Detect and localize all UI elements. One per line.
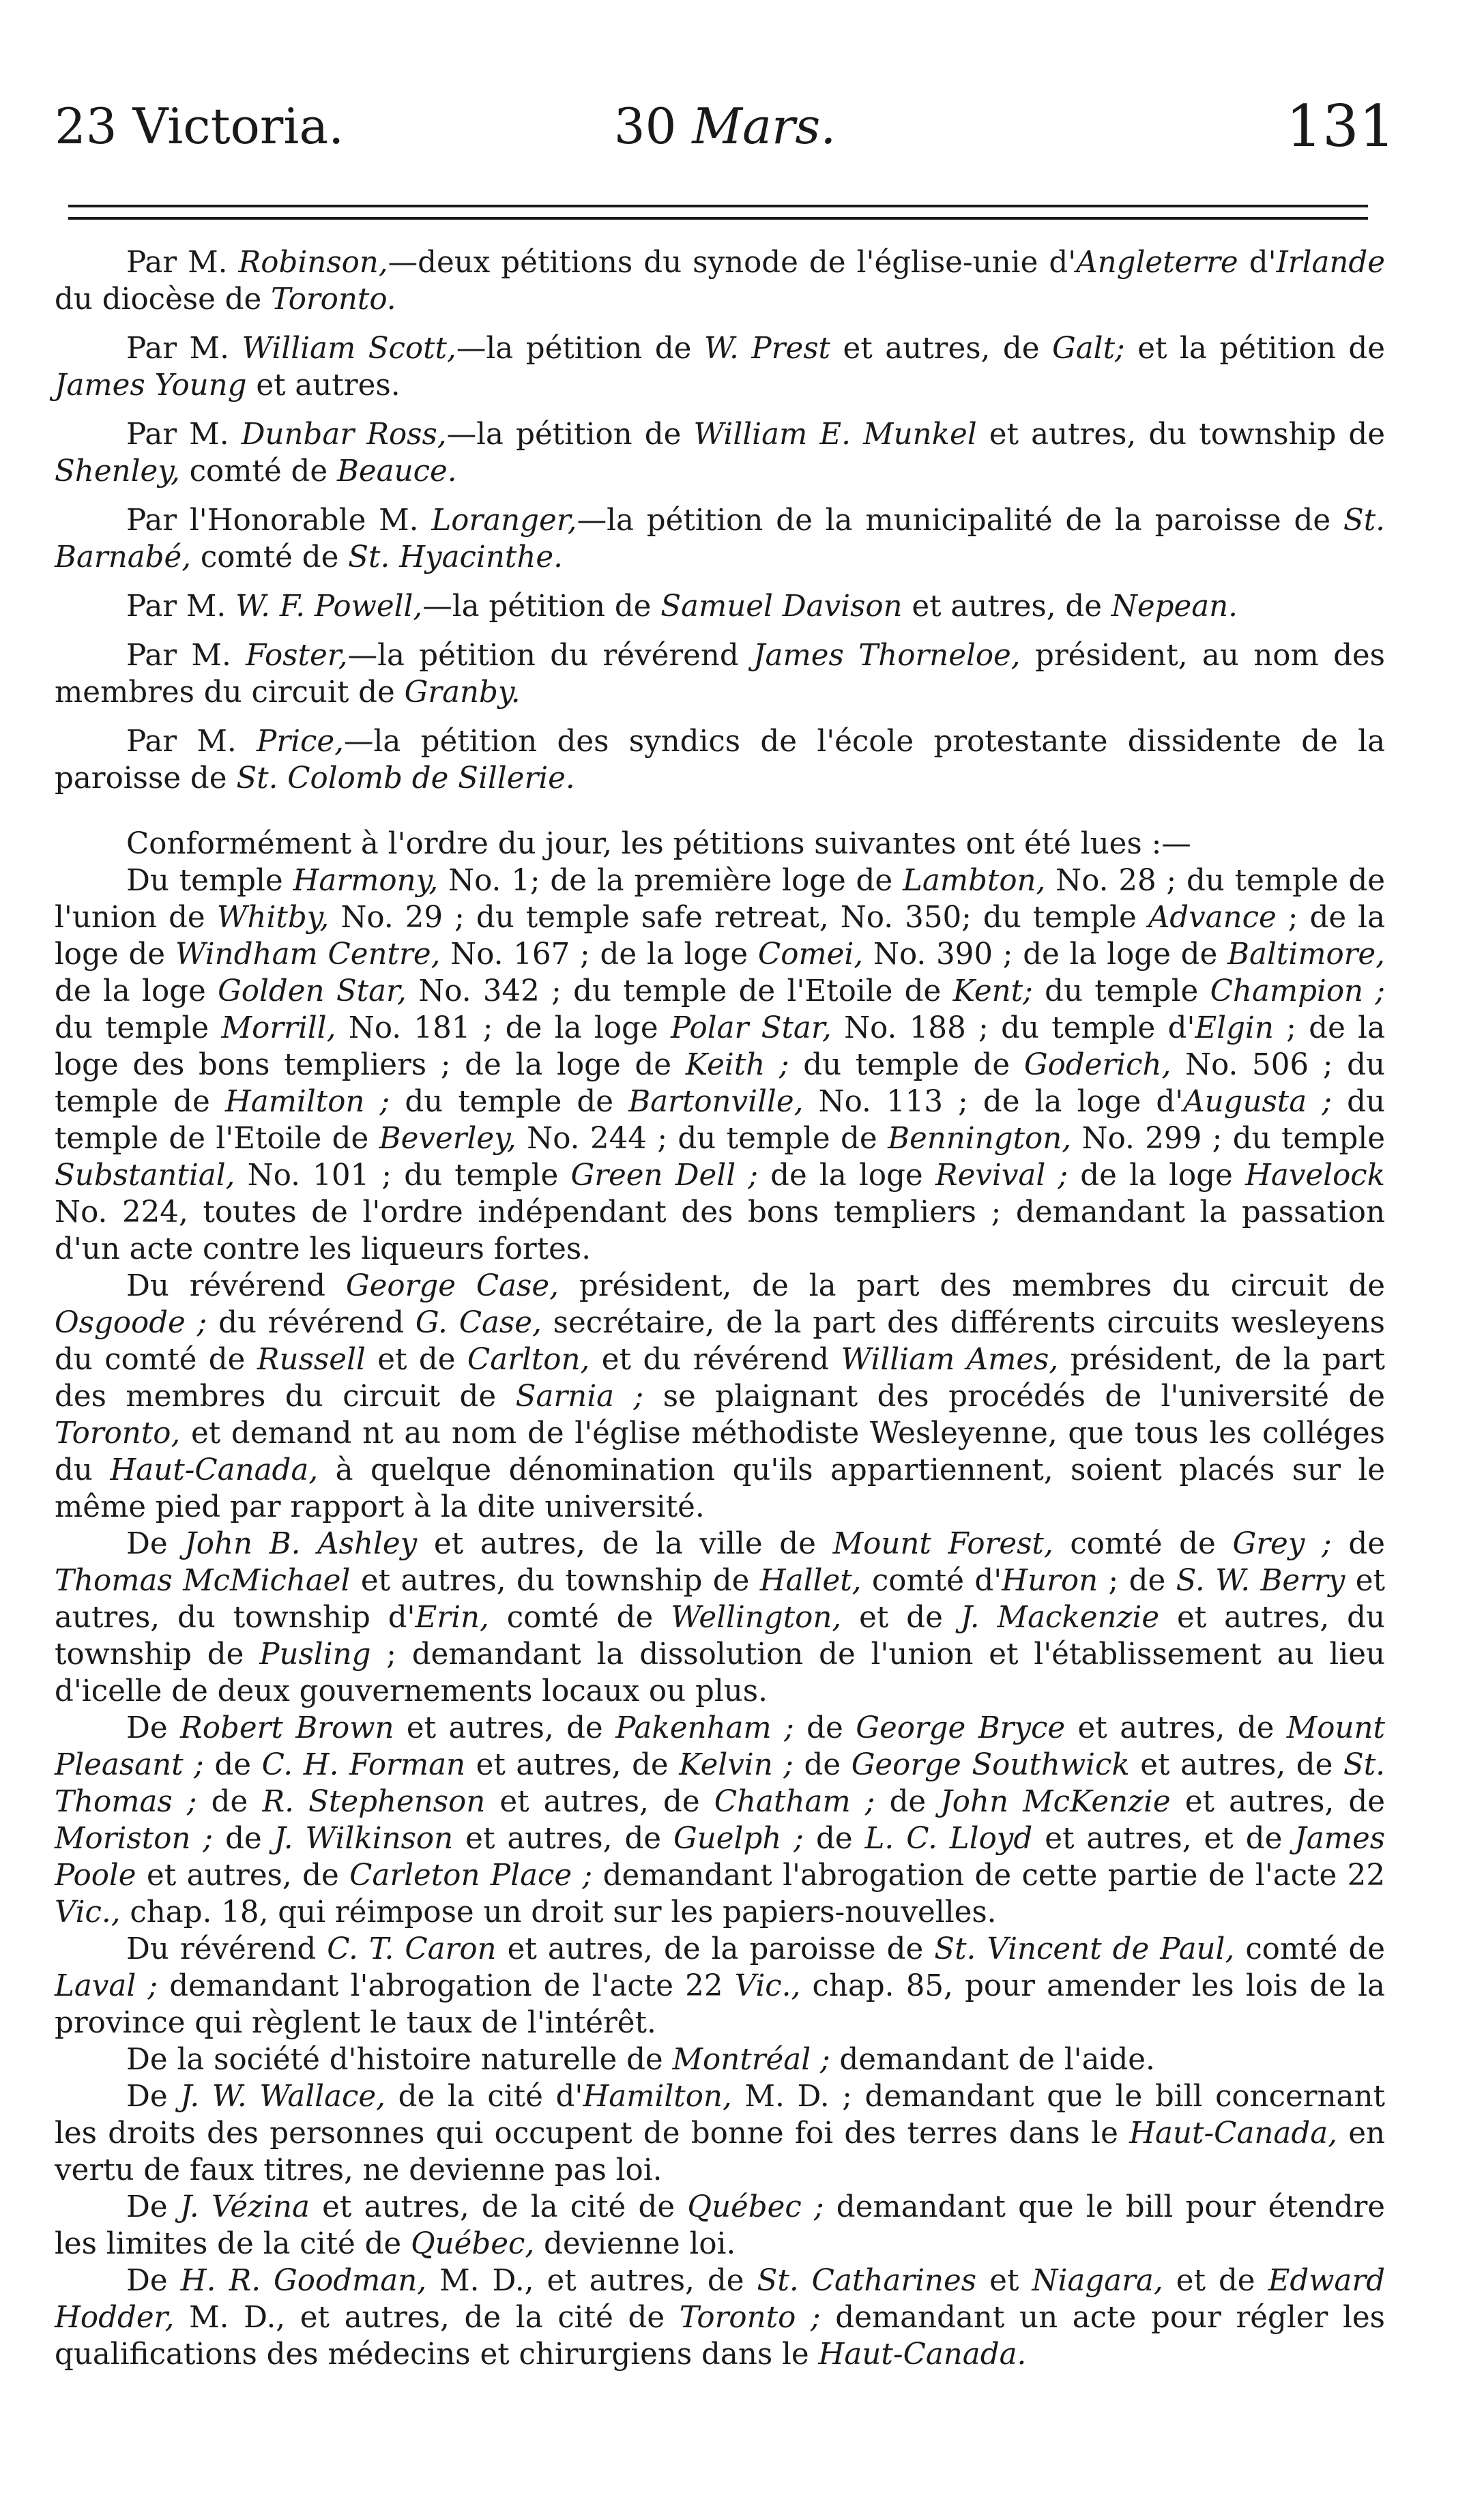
italic-name: Harmony, — [293, 864, 439, 898]
paragraph-text: et autres, du township de — [55, 1601, 1385, 1672]
italic-name: Nepean. — [1111, 589, 1238, 624]
paragraph-text: et autres, de — [1170, 1785, 1385, 1819]
presented-petition — [55, 244, 1385, 318]
read-petition — [55, 1526, 1385, 1710]
italic-name: St. Barnabé, — [55, 504, 1386, 574]
paragraph-text: —la pétition du révérend — [347, 639, 754, 673]
header-rule-bottom — [68, 217, 1368, 220]
paragraph-text: président, de la part des membres du circuit de — [55, 1343, 1385, 1414]
italic-name: Goderich, — [1023, 1048, 1172, 1082]
paragraph-text: secrétaire, de la part des différents circuits wesleyens du comté de — [55, 1306, 1385, 1377]
italic-name: John B. Ashley — [184, 1527, 418, 1561]
italic-name: Lambton, — [902, 864, 1046, 898]
paragraph-text: et autres, de — [485, 1785, 714, 1819]
read-petition — [55, 1931, 1385, 2041]
italic-name: Foster, — [246, 639, 348, 673]
paragraph-text: comté de — [1234, 1932, 1385, 1966]
header-month: Mars. — [692, 98, 836, 155]
italic-name: James Poole — [55, 1822, 1386, 1893]
paragraph-text: No. 101 ; du temple — [235, 1159, 571, 1193]
paragraph-text: Par M. — [126, 246, 239, 280]
italic-name: Mount Pleasant ; — [55, 1711, 1386, 1782]
italic-name: Edward Hodder, — [55, 2264, 1386, 2335]
read-petitions — [55, 862, 1385, 2373]
paragraph-text: M. D., et autres, de — [426, 2264, 757, 2298]
paragraph-text: et de — [365, 1343, 467, 1377]
paragraph-text: de — [875, 1785, 941, 1819]
paragraph-text: No. 390 ; de la loge de — [863, 937, 1227, 972]
italic-name: Loranger, — [431, 504, 577, 538]
paragraph-text: et autres, du township de — [976, 418, 1385, 452]
italic-name: William Scott, — [242, 332, 456, 366]
presented-petition — [55, 637, 1385, 711]
paragraph-text: et autres, de — [1065, 1711, 1287, 1745]
read-petitions-intro: Conformément à l'ordre du jour, les pétitions suivantes ont été lues :— — [126, 827, 1191, 861]
paragraph-text: et — [976, 2264, 1032, 2298]
italic-name: Morrill, — [221, 1011, 336, 1045]
paragraph-text: et autres, de — [136, 1859, 350, 1893]
paragraph-text: comté de — [1053, 1527, 1233, 1561]
paragraph-text: comté d' — [861, 1564, 1002, 1598]
italic-name: Hamilton, — [583, 2080, 732, 2114]
paragraph-text: comté de — [489, 1601, 671, 1635]
italic-name: Niagara, — [1032, 2264, 1163, 2298]
paragraph-text: et autres, de — [830, 332, 1052, 366]
paragraph-text: d' — [1238, 246, 1277, 280]
italic-name: Haut-Canada. — [818, 2338, 1027, 2372]
italic-name: Baltimore, — [1227, 937, 1385, 972]
paragraph-text: de — [197, 1785, 263, 1819]
paragraph-text: et autres. — [246, 368, 401, 403]
presented-petitions — [55, 244, 1385, 797]
paragraph-text: Par M. — [126, 639, 246, 673]
read-petition — [55, 2189, 1385, 2262]
paragraph-text: de — [803, 1822, 865, 1856]
paragraph-text: et autres, de — [453, 1822, 674, 1856]
paragraph-text: ; de la loge des bons templiers ; de la loge de — [55, 1011, 1385, 1082]
italic-name: J. Vézina — [179, 2190, 310, 2224]
italic-name: Bartonville, — [628, 1085, 804, 1119]
italic-name: George Case, — [345, 1269, 559, 1303]
paragraph-text: De — [126, 1527, 185, 1561]
italic-name: Québec ; — [687, 2190, 824, 2224]
paragraph-text: de — [793, 1748, 852, 1782]
read-petition — [55, 1710, 1385, 1931]
italic-name: Polar Star, — [670, 1011, 832, 1045]
italic-name: Osgoode ; — [55, 1306, 207, 1340]
paragraph-text: du temple de l'Etoile de — [55, 1085, 1385, 1156]
italic-name: St. Thomas ; — [55, 1748, 1386, 1819]
italic-name: G. Case, — [415, 1306, 542, 1340]
paragraph-text: à quelque dénomination qu'ils appartiennent, soient placés sur le même pied par rapport à la dite université. — [55, 1453, 1385, 1524]
italic-name: Angleterre — [1076, 246, 1238, 280]
presented-petition — [55, 330, 1385, 404]
italic-name: R. Stephenson — [262, 1785, 486, 1819]
paragraph-text: de la loge — [1068, 1159, 1245, 1193]
presented-petition — [55, 588, 1385, 625]
italic-name: W. Prest — [703, 332, 830, 366]
paragraph-text: et du révérend — [590, 1343, 841, 1377]
italic-name: Advance — [1148, 901, 1277, 935]
paragraph-text: et de — [1163, 2264, 1268, 2298]
italic-name: Comei, — [757, 937, 864, 972]
paragraph-text: No. 181 ; de la loge — [336, 1011, 671, 1045]
paragraph-text: No. 1; de la première loge de — [438, 864, 903, 898]
paragraph-text: du révérend — [207, 1306, 416, 1340]
paragraph-text: et autres, de — [1129, 1748, 1343, 1782]
paragraph-text: Par M. — [126, 332, 242, 366]
italic-name: Pakenham ; — [615, 1711, 794, 1745]
italic-name: Revival ; — [935, 1159, 1068, 1193]
header-day: 30 — [613, 98, 677, 155]
paragraph-text: président, de la part des membres du circuit de — [558, 1269, 1385, 1303]
paragraph-text: Par l'Honorable M. — [126, 504, 432, 538]
paragraph-text: de — [213, 1822, 274, 1856]
paragraph-text: No. 167 ; de la loge — [440, 937, 758, 972]
italic-name: Kent; — [952, 974, 1033, 1008]
paragraph-text: De — [126, 2190, 180, 2224]
italic-name: Bennington, — [888, 1122, 1072, 1156]
italic-name: Grey ; — [1232, 1527, 1332, 1561]
paragraph-text: M. D., et autres, de la cité de — [174, 2301, 680, 2335]
italic-name: Huron — [1002, 1564, 1099, 1598]
paragraph-text: et autres, du township d' — [55, 1564, 1385, 1635]
paragraph-text: De — [126, 2264, 181, 2298]
italic-name: Mount Forest, — [832, 1527, 1053, 1561]
paragraph-text: de — [1331, 1527, 1386, 1561]
italic-name: Substantial, — [55, 1159, 235, 1193]
italic-name: Havelock — [1245, 1159, 1385, 1193]
italic-name: Thomas McMichael — [55, 1564, 351, 1598]
paragraph-text: —la pétition de — [446, 418, 694, 452]
paragraph-text: du temple — [1032, 974, 1210, 1008]
italic-name: Chatham ; — [714, 1785, 875, 1819]
italic-name: Guelph ; — [673, 1822, 804, 1856]
paragraph-text: Par M. — [126, 418, 242, 452]
italic-name: Samuel Davison — [660, 589, 903, 624]
paragraph-text: Par M. — [126, 589, 236, 624]
read-petition — [55, 1268, 1385, 1526]
italic-name: Dunbar Ross, — [241, 418, 447, 452]
read-petition — [55, 862, 1385, 1268]
italic-name: W. F. Powell, — [235, 589, 423, 624]
italic-name: Hamilton ; — [224, 1085, 390, 1119]
paragraph-text: comté de — [191, 540, 349, 574]
italic-name: Hallet, — [759, 1564, 862, 1598]
paragraph-text: No. 342 ; du temple de l'Etoile de — [406, 974, 953, 1008]
paragraph-text: de la loge — [55, 974, 218, 1008]
header-date — [55, 89, 1395, 164]
paragraph-text: et autres, du township de — [350, 1564, 760, 1598]
italic-name: Robert Brown — [180, 1711, 394, 1745]
italic-name: William E. Munkel — [693, 418, 977, 452]
paragraph-text: demandant l'abrogation de cette partie de l'acte 22 — [592, 1859, 1385, 1893]
italic-name: Shenley, — [55, 454, 180, 489]
italic-name: Québec, — [411, 2227, 535, 2261]
paragraph-text: se plaignant des procédés de l'université de — [643, 1380, 1385, 1414]
paragraph-text: No. 28 ; du temple de l'union de — [55, 864, 1385, 935]
italic-name: Vic., — [55, 1895, 121, 1930]
paragraph-text: demandant un acte pour régler les qualifications des médecins et chirurgiens dans le — [55, 2301, 1385, 2372]
italic-name: H. R. Goodman, — [180, 2264, 427, 2298]
italic-name: Whitby, — [216, 901, 330, 935]
paragraph-text: de la cité d' — [385, 2080, 583, 2114]
italic-name: Vic., — [734, 1969, 801, 2003]
paragraph-text: président, au nom des membres du circuit de — [55, 639, 1385, 710]
paragraph-text: ; de — [1098, 1564, 1176, 1598]
paragraph-text: du diocèse de — [55, 282, 272, 317]
italic-name: George Bryce — [856, 1711, 1066, 1745]
paragraph-text: —deux pétitions du synode de l'église-unie d' — [388, 246, 1077, 280]
running-header — [55, 89, 1395, 164]
paragraph-text: Du révérend — [126, 1932, 328, 1966]
italic-name: Haut-Canada, — [110, 1453, 319, 1487]
italic-name: Montréal ; — [672, 2043, 830, 2077]
paragraph-text: No. 188 ; du temple d' — [831, 1011, 1195, 1045]
italic-name: Keith ; — [685, 1048, 789, 1082]
italic-name: Carleton Place ; — [349, 1859, 593, 1893]
paragraph-text: en vertu de faux titres, ne devienne pas loi. — [55, 2116, 1385, 2187]
paragraph-text: De la société d'histoire naturelle de — [126, 2043, 673, 2077]
header-rule-top — [68, 205, 1368, 207]
journal-body — [55, 244, 1385, 2373]
paragraph-text: du temple — [55, 1011, 222, 1045]
italic-name: Robinson, — [238, 246, 388, 280]
italic-name: Toronto, — [55, 1416, 181, 1451]
paragraph-text: De — [126, 1711, 181, 1745]
paragraph-text: demandant de l'aide. — [830, 2043, 1155, 2077]
italic-name: Granby. — [404, 675, 521, 710]
paragraph-text: No. 224, toutes de l'ordre indépendant des bons templiers ; demandant la passation d'un acte contre les liqueurs fortes. — [55, 1195, 1385, 1266]
paragraph-text: et de — [841, 1601, 961, 1635]
italic-name: Toronto ; — [679, 2301, 821, 2335]
italic-name: Kelvin ; — [679, 1748, 794, 1782]
presented-petition — [55, 416, 1385, 490]
italic-name: S. W. Berry — [1176, 1564, 1345, 1598]
italic-name: J. W. Wallace, — [180, 2080, 385, 2114]
italic-name: Toronto. — [271, 282, 396, 317]
italic-name: James Young — [55, 368, 247, 403]
paragraph-text: devienne loi. — [534, 2227, 736, 2261]
italic-name: Haut-Canada, — [1129, 2116, 1337, 2151]
italic-name: J. Wilkinson — [274, 1822, 454, 1856]
italic-name: Price, — [257, 725, 344, 759]
paragraph-text: du temple de — [789, 1048, 1024, 1082]
paragraph-text: et autres, de la cité de — [309, 2190, 688, 2224]
paragraph-text: demandant que le bill pour étendre les limites de la cité de — [55, 2190, 1385, 2261]
presented-petition — [55, 723, 1385, 797]
read-petition — [55, 2041, 1385, 2078]
italic-name: John McKenzie — [940, 1785, 1171, 1819]
italic-name: St. Colomb de Sillerie. — [236, 761, 575, 796]
italic-name: St. Vincent de Paul, — [934, 1932, 1235, 1966]
paragraph-text: du temple de — [390, 1085, 629, 1119]
italic-name: Pusling — [259, 1637, 371, 1672]
italic-name: Beauce. — [336, 454, 457, 489]
italic-name: Sarnia ; — [515, 1380, 644, 1414]
paragraph-text: chap. 18, qui réimpose un droit sur les papiers-nouvelles. — [120, 1895, 997, 1930]
italic-name: St. Hyacinthe. — [348, 540, 563, 574]
read-petition — [55, 2262, 1385, 2373]
italic-name: C. H. Forman — [261, 1748, 466, 1782]
italic-name: Erin, — [415, 1601, 489, 1635]
italic-name: James Thorneloe, — [753, 639, 1021, 673]
paragraph-text: M. D. ; demandant que le bill concernant les droits des personnes qui occupent de bonne foi des terres dans le — [55, 2080, 1385, 2151]
paragraph-text: No. 113 ; de la loge d' — [803, 1085, 1184, 1119]
paragraph-text: comté de — [179, 454, 337, 489]
paragraph-text: demandant l'abrogation de l'acte 22 — [158, 1969, 735, 2003]
italic-name: George Southwick — [851, 1748, 1130, 1782]
paragraph-text: ; de la loge de — [55, 901, 1385, 972]
paragraph-text: chap. 85, pour amender les lois de la province qui règlent le taux de l'intérêt. — [55, 1969, 1385, 2040]
italic-name: Champion ; — [1210, 974, 1386, 1008]
paragraph-text: —la pétition de — [456, 332, 704, 366]
paragraph-text: et autres, de — [394, 1711, 616, 1745]
italic-name: Irlande — [1276, 246, 1385, 280]
paragraph-text: ; demandant la dissolution de l'union et l'établissement au lieu d'icelle de deux gouvernements locaux ou plus. — [55, 1637, 1385, 1708]
italic-name: Beverley, — [379, 1122, 517, 1156]
paragraph-text: et autres, et de — [1032, 1822, 1295, 1856]
italic-name: Moriston ; — [55, 1822, 214, 1856]
italic-name: Carlton, — [467, 1343, 590, 1377]
paragraph-text: de la loge — [757, 1159, 935, 1193]
italic-name: Windham Centre, — [175, 937, 441, 972]
italic-name: L. C. Lloyd — [864, 1822, 1033, 1856]
paragraph-text: et autres, de la paroisse de — [496, 1932, 935, 1966]
italic-name: C. T. Caron — [327, 1932, 497, 1966]
italic-name: Wellington, — [671, 1601, 842, 1635]
italic-name: Russell — [257, 1343, 366, 1377]
paragraph-text: —la pétition des syndics de l'école protestante dissidente de la paroisse de — [55, 725, 1385, 796]
italic-name: Galt; — [1051, 332, 1125, 366]
read-petition — [55, 2078, 1385, 2189]
italic-name: Golden Star, — [218, 974, 407, 1008]
paragraph-text: et autres, de — [902, 589, 1111, 624]
paragraph-text: —la pétition de la municipalité de la paroisse de — [577, 504, 1343, 538]
italic-name: Green Dell ; — [570, 1159, 758, 1193]
italic-name: William Ames, — [841, 1343, 1059, 1377]
paragraph-text: De — [126, 2080, 181, 2114]
italic-name: Laval ; — [55, 1969, 158, 2003]
header-session: 23 Victoria. — [55, 98, 345, 155]
presented-petition — [55, 502, 1385, 576]
paragraph-text: No. 299 ; du temple — [1071, 1122, 1385, 1156]
paragraph-text: No. 244 ; du temple de — [516, 1122, 888, 1156]
paragraph-text: No. 29 ; du temple safe retreat, No. 350; du temple — [329, 901, 1148, 935]
paragraph-text: et autres, de — [465, 1748, 680, 1782]
paragraph-text: de — [203, 1748, 262, 1782]
paragraph-text: et autres, de la ville de — [417, 1527, 833, 1561]
italic-name: J. Mackenzie — [960, 1601, 1160, 1635]
paragraph-text: Du révérend — [126, 1269, 346, 1303]
paragraph-text: et la pétition de — [1124, 332, 1386, 366]
paragraph-text: No. 506 ; du temple de — [55, 1048, 1386, 1119]
paragraph-text: —la pétition de — [422, 589, 661, 624]
italic-name: Augusta ; — [1183, 1085, 1332, 1119]
paragraph-text: Du temple — [126, 864, 293, 898]
page-number: 131 — [1285, 93, 1395, 160]
paragraph-text: et demand nt au nom de l'église méthodiste Wesleyenne, que tous les colléges du — [55, 1416, 1385, 1487]
paragraph-text: de — [794, 1711, 856, 1745]
italic-name: St. Catharines — [757, 2264, 977, 2298]
paragraph-text: Par M. — [126, 725, 257, 759]
italic-name: Elgin — [1195, 1011, 1274, 1045]
